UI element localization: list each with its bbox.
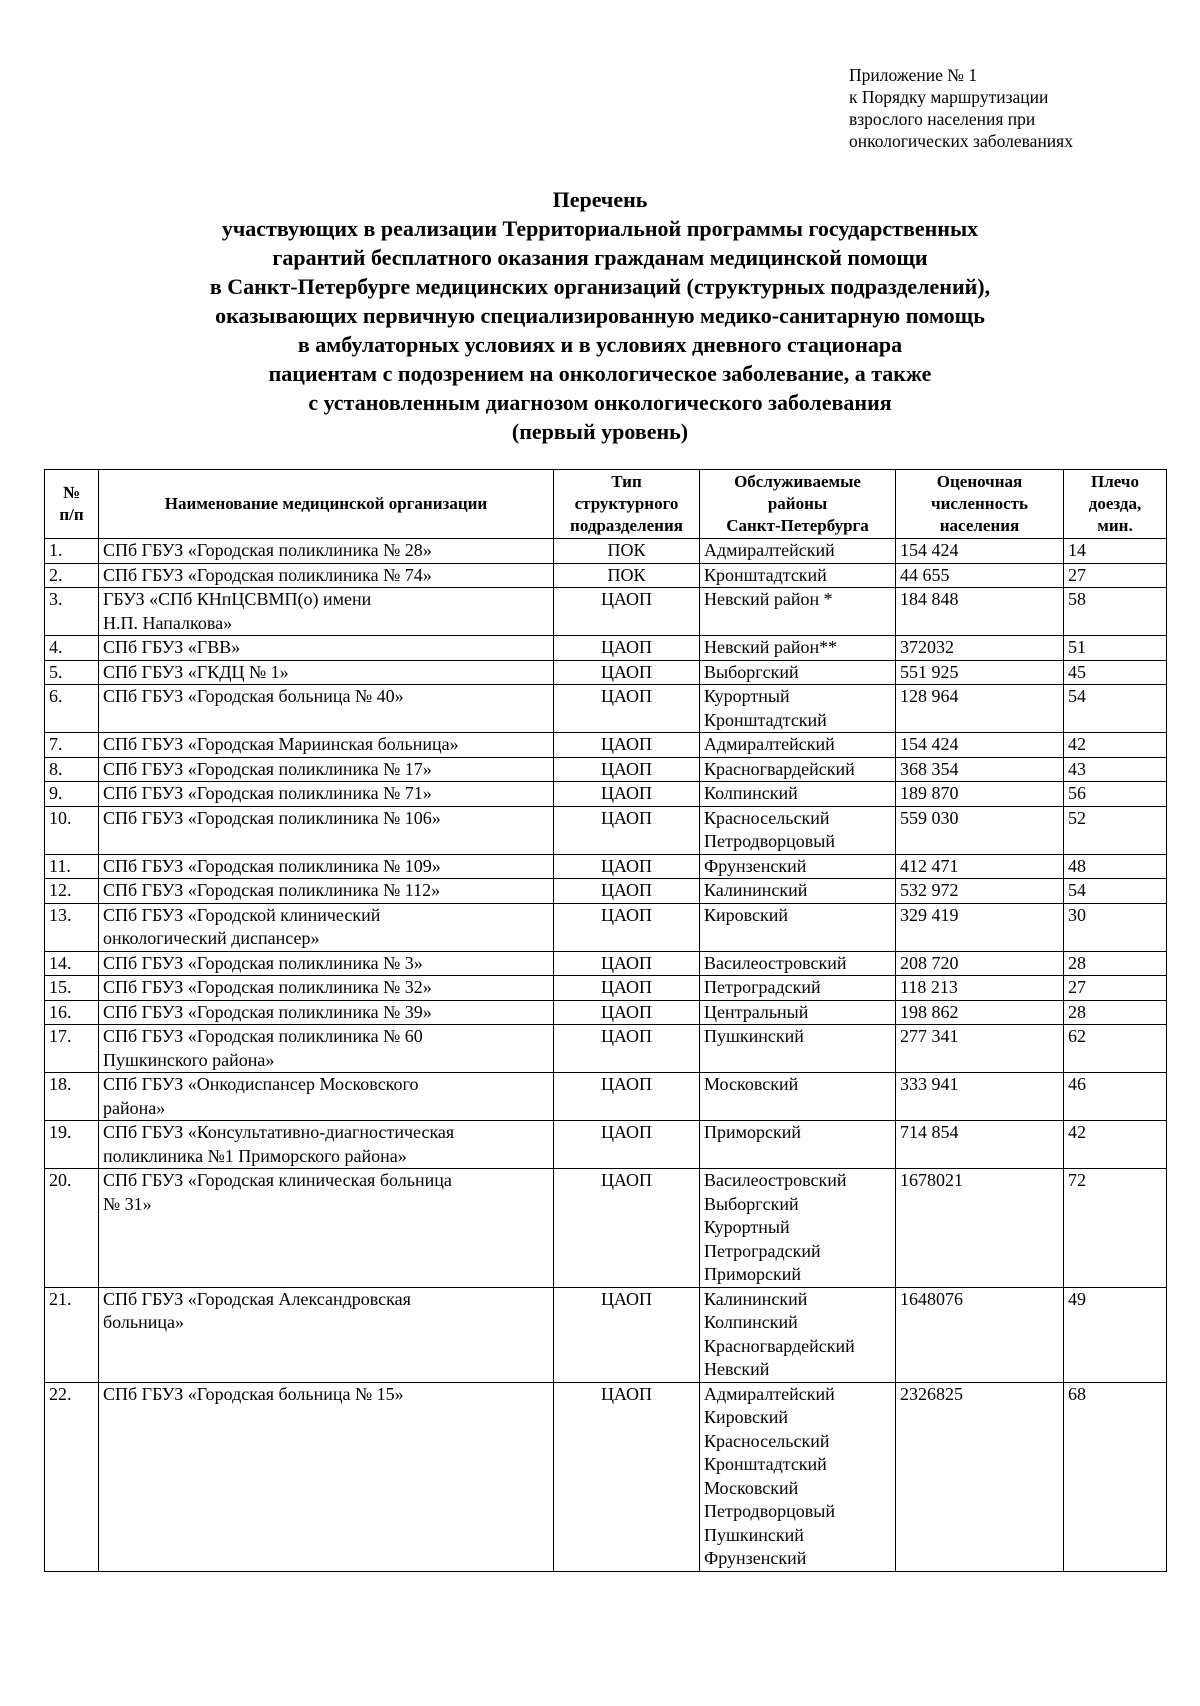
cell-population: 277 341 [896, 1025, 1064, 1073]
title-line: (первый уровень) [511, 419, 689, 444]
table-row [45, 685, 1167, 733]
organization-name-line: СПб ГБУЗ «Городская Александровская [103, 1288, 411, 1309]
cell-districts [700, 1073, 896, 1121]
cell-unit-type: ЦАОП [554, 854, 700, 879]
cell-unit-type: ЦАОП [554, 951, 700, 976]
cell-num: 1. [45, 539, 99, 564]
cell-organization-name [99, 1382, 554, 1571]
cell-travel-time: 68 [1064, 1382, 1167, 1571]
table-row [45, 588, 1167, 636]
cell-population: 128 964 [896, 685, 1064, 733]
organization-name-line: СПб ГБУЗ «Городская поликлиника № 32» [103, 977, 432, 997]
district-name: Невский район** [704, 637, 838, 657]
cell-num: 9. [45, 782, 99, 807]
header-line: структурного [574, 494, 679, 513]
district-name: Красносельский [704, 1430, 830, 1451]
cell-travel-time: 49 [1064, 1287, 1167, 1382]
cell-organization-name [99, 1121, 554, 1169]
cell-travel-time: 28 [1064, 951, 1167, 976]
cell-organization-name [99, 1000, 554, 1025]
cell-num: 7. [45, 733, 99, 758]
table-body [45, 539, 1167, 1572]
cell-travel-time: 45 [1064, 660, 1167, 685]
cell-unit-type: ЦАОП [554, 879, 700, 904]
title-line: пациентам с подозрением на онкологическое заболевание, а также [268, 361, 932, 386]
cell-districts [700, 660, 896, 685]
cell-unit-type: ЦАОП [554, 976, 700, 1001]
organization-name-line: СПб ГБУЗ «Городская Мариинская больница» [103, 734, 459, 754]
cell-districts [700, 1000, 896, 1025]
cell-population: 551 925 [896, 660, 1064, 685]
district-name: Пушкинский [704, 1524, 804, 1545]
cell-districts [700, 733, 896, 758]
cell-population: 333 941 [896, 1073, 1064, 1121]
cell-unit-type: ЦАОП [554, 1000, 700, 1025]
district-name: Петроградский [704, 977, 821, 997]
cell-travel-time: 54 [1064, 685, 1167, 733]
cell-population: 184 848 [896, 588, 1064, 636]
cell-num: 16. [45, 1000, 99, 1025]
cell-num: 5. [45, 660, 99, 685]
table-row [45, 539, 1167, 564]
district-name: Фрунзенский [704, 855, 807, 876]
district-name: Кировский [704, 904, 789, 925]
cell-population: 154 424 [896, 539, 1064, 564]
cell-unit-type: ЦАОП [554, 806, 700, 854]
cell-districts [700, 976, 896, 1001]
cell-population: 118 213 [896, 976, 1064, 1001]
cell-organization-name [99, 1073, 554, 1121]
cell-population: 368 354 [896, 757, 1064, 782]
organization-name-line: СПб ГБУЗ «Городская поликлиника № 28» [103, 540, 432, 560]
title-line: в амбулаторных условиях и в условиях дневного стационара [297, 332, 903, 357]
cell-unit-type: ЦАОП [554, 1073, 700, 1121]
district-name: Кировский [704, 1407, 789, 1427]
organization-name-line: СПб ГБУЗ «Городская больница № 40» [103, 686, 404, 706]
cell-population: 412 471 [896, 854, 1064, 879]
header-line: мин. [1097, 516, 1133, 535]
cell-travel-time: 72 [1064, 1169, 1167, 1288]
table-row [45, 903, 1167, 951]
cell-population: 372032 [896, 636, 1064, 661]
cell-travel-time: 28 [1064, 1000, 1167, 1025]
table-row [45, 806, 1167, 854]
cell-districts [700, 903, 896, 951]
table-row [45, 951, 1167, 976]
organization-name-line: СПб ГБУЗ «Городской клинический [103, 904, 381, 925]
cell-organization-name [99, 685, 554, 733]
cell-organization-name [99, 733, 554, 758]
header-line: подразделения [570, 516, 683, 535]
district-name: Красносельский [704, 807, 830, 828]
cell-districts [700, 539, 896, 564]
cell-unit-type: ЦАОП [554, 636, 700, 661]
header-time [1064, 470, 1167, 539]
organization-name-line: больница» [103, 1312, 184, 1332]
cell-population: 44 655 [896, 563, 1064, 588]
district-name: Невский район * [704, 589, 833, 609]
header-line: Обслуживаемые [734, 472, 861, 491]
cell-districts [700, 854, 896, 879]
appendix-line: онкологических заболеваниях [849, 131, 1073, 151]
cell-unit-type: ЦАОП [554, 903, 700, 951]
district-name: Пушкинский [704, 1026, 804, 1046]
cell-population: 2326825 [896, 1382, 1064, 1571]
organization-name-line: СПб ГБУЗ «ГВВ» [103, 637, 241, 657]
district-name: Петродворцовый [704, 831, 835, 851]
cell-organization-name [99, 854, 554, 879]
organization-name-line: поликлиника №1 Приморского района» [103, 1145, 407, 1166]
district-name: Колпинский [704, 783, 798, 803]
cell-travel-time: 56 [1064, 782, 1167, 807]
cell-num: 6. [45, 685, 99, 733]
cell-organization-name [99, 563, 554, 588]
organization-name-line: СПб ГБУЗ «Городская поликлиника № 71» [103, 783, 432, 803]
cell-num: 10. [45, 806, 99, 854]
header-line: населения [939, 516, 1020, 535]
district-name: Кронштадтский [704, 1454, 827, 1474]
cell-districts [700, 879, 896, 904]
organization-name-line: СПб ГБУЗ «Городская поликлиника № 39» [103, 1001, 432, 1022]
organization-name-line: СПб ГБУЗ «Городская больница № 15» [103, 1383, 404, 1404]
cell-districts [700, 563, 896, 588]
header-num [45, 470, 99, 539]
organizations-table [44, 469, 1167, 1572]
cell-organization-name [99, 539, 554, 564]
cell-unit-type: ПОК [554, 563, 700, 588]
cell-unit-type: ЦАОП [554, 733, 700, 758]
district-name: Василеостровский [704, 1170, 847, 1190]
table-row [45, 976, 1167, 1001]
cell-travel-time: 27 [1064, 976, 1167, 1001]
cell-organization-name [99, 782, 554, 807]
cell-travel-time: 14 [1064, 539, 1167, 564]
cell-unit-type: ЦАОП [554, 1287, 700, 1382]
cell-districts [700, 1287, 896, 1382]
header-line: Наименование медицинской организации [164, 494, 488, 513]
cell-districts [700, 1382, 896, 1571]
cell-districts [700, 636, 896, 661]
header-line: Тип [611, 472, 642, 491]
cell-districts [700, 1025, 896, 1073]
organization-name-line: онкологический диспансер» [103, 928, 320, 948]
cell-travel-time: 42 [1064, 1121, 1167, 1169]
cell-organization-name [99, 1287, 554, 1382]
cell-organization-name [99, 757, 554, 782]
organization-name-line: Н.П. Напалкова» [103, 612, 233, 633]
cell-unit-type: ЦАОП [554, 782, 700, 807]
header-line: численность [931, 494, 1028, 513]
district-name: Адмиралтейский [704, 1383, 835, 1404]
organization-name-line: СПб ГБУЗ «Городская поликлиника № 60 [103, 1026, 423, 1046]
cell-organization-name [99, 1169, 554, 1288]
cell-unit-type: ЦАОП [554, 757, 700, 782]
document-title [20, 185, 1180, 446]
cell-organization-name [99, 879, 554, 904]
table-row [45, 636, 1167, 661]
cell-num: 20. [45, 1169, 99, 1288]
district-name: Курортный [704, 1217, 790, 1237]
cell-unit-type: ЦАОП [554, 1025, 700, 1073]
table-header-row [45, 470, 1167, 539]
header-districts [700, 470, 896, 539]
district-name: Выборгский [704, 1193, 799, 1214]
organization-name-line: СПб ГБУЗ «Городская поликлиника № 3» [103, 952, 423, 973]
header-line: п/п [59, 505, 84, 524]
cell-districts [700, 1169, 896, 1288]
cell-unit-type: ЦАОП [554, 1121, 700, 1169]
cell-travel-time: 62 [1064, 1025, 1167, 1073]
district-name: Московский [704, 1477, 799, 1498]
cell-unit-type: ЦАОП [554, 660, 700, 685]
district-name: Петродворцовый [704, 1501, 835, 1521]
cell-districts [700, 588, 896, 636]
cell-population: 714 854 [896, 1121, 1064, 1169]
district-name: Кронштадтский [704, 564, 827, 585]
cell-population: 1678021 [896, 1169, 1064, 1288]
organization-name-line: СПб ГБУЗ «Консультативно-диагностическая [103, 1122, 455, 1142]
cell-num: 18. [45, 1073, 99, 1121]
title-line: Перечень [552, 187, 648, 212]
district-name: Фрунзенский [704, 1548, 807, 1568]
district-name: Невский [704, 1359, 770, 1379]
cell-organization-name [99, 903, 554, 951]
organization-name-line: района» [103, 1097, 166, 1118]
title-line: участвующих в реализации Территориальной программы государственных [221, 216, 979, 241]
table-row [45, 660, 1167, 685]
cell-unit-type: ЦАОП [554, 588, 700, 636]
appendix-line: Приложение № 1 [849, 65, 978, 85]
district-name: Адмиралтейский [704, 734, 835, 754]
cell-num: 2. [45, 563, 99, 588]
cell-organization-name [99, 660, 554, 685]
cell-population: 208 720 [896, 951, 1064, 976]
organization-name-line: СПб ГБУЗ «Городская поликлиника № 112» [103, 880, 441, 900]
table-row [45, 782, 1167, 807]
cell-organization-name [99, 636, 554, 661]
organization-name-line: ГБУЗ «СПб КНпЦСВМП(о) имени [103, 589, 372, 609]
cell-population: 329 419 [896, 903, 1064, 951]
district-name: Московский [704, 1074, 799, 1094]
title-line: оказывающих первичную специализированную медико-санитарную помощь [215, 303, 985, 328]
cell-districts [700, 1121, 896, 1169]
cell-organization-name [99, 806, 554, 854]
cell-num: 21. [45, 1287, 99, 1382]
district-name: Приморский [704, 1122, 802, 1142]
cell-unit-type: ЦАОП [554, 685, 700, 733]
cell-population: 189 870 [896, 782, 1064, 807]
cell-num: 8. [45, 757, 99, 782]
cell-population: 198 862 [896, 1000, 1064, 1025]
table-row [45, 563, 1167, 588]
cell-travel-time: 54 [1064, 879, 1167, 904]
table-row [45, 879, 1167, 904]
district-name: Колпинский [704, 1312, 798, 1332]
district-name: Выборгский [704, 661, 799, 682]
organization-name-line: Пушкинского района» [103, 1049, 275, 1070]
cell-districts [700, 757, 896, 782]
table-row [45, 1382, 1167, 1571]
cell-num: 4. [45, 636, 99, 661]
organization-name-line: СПб ГБУЗ «Городская клиническая больница [103, 1170, 452, 1190]
organization-name-line: СПб ГБУЗ «ГКДЦ № 1» [103, 661, 289, 682]
table-row [45, 1000, 1167, 1025]
header-line: доезда, [1088, 494, 1142, 513]
cell-unit-type: ЦАОП [554, 1169, 700, 1288]
header-name [99, 470, 554, 539]
organization-name-line: № 31» [103, 1193, 152, 1214]
cell-travel-time: 30 [1064, 903, 1167, 951]
title-line: гарантий бесплатного оказания гражданам медицинской помощи [272, 245, 928, 270]
appendix-line: к Порядку маршрутизации [849, 87, 1049, 107]
cell-population: 154 424 [896, 733, 1064, 758]
table-row [45, 1121, 1167, 1169]
cell-organization-name [99, 588, 554, 636]
district-name: Красногвардейский [704, 758, 855, 779]
cell-organization-name [99, 976, 554, 1001]
table-row [45, 733, 1167, 758]
cell-travel-time: 43 [1064, 757, 1167, 782]
cell-population: 1648076 [896, 1287, 1064, 1382]
cell-num: 19. [45, 1121, 99, 1169]
district-name: Кронштадтский [704, 709, 827, 730]
district-name: Центральный [704, 1001, 809, 1022]
appendix-note [849, 64, 1179, 152]
cell-organization-name [99, 951, 554, 976]
cell-num: 15. [45, 976, 99, 1001]
table-row [45, 1073, 1167, 1121]
appendix-line: взрослого населения при [849, 109, 1036, 129]
district-name: Адмиралтейский [704, 540, 835, 560]
cell-num: 22. [45, 1382, 99, 1571]
cell-travel-time: 46 [1064, 1073, 1167, 1121]
district-name: Красногвардейский [704, 1335, 855, 1356]
cell-travel-time: 48 [1064, 854, 1167, 879]
cell-unit-type: ЦАОП [554, 1382, 700, 1571]
title-line: с установленным диагнозом онкологического заболевания [308, 390, 892, 415]
district-name: Василеостровский [704, 952, 847, 973]
table-row [45, 1287, 1167, 1382]
cell-districts [700, 951, 896, 976]
header-line: Плечо [1091, 472, 1139, 491]
cell-travel-time: 42 [1064, 733, 1167, 758]
title-line: в Санкт-Петербурге медицинских организаций (структурных подразделений), [209, 274, 991, 299]
organization-name-line: СПб ГБУЗ «Городская поликлиника № 106» [103, 807, 441, 828]
district-name: Петроградский [704, 1240, 821, 1261]
cell-travel-time: 52 [1064, 806, 1167, 854]
district-name: Калининский [704, 1288, 808, 1309]
header-population [896, 470, 1064, 539]
district-name: Приморский [704, 1264, 802, 1284]
cell-districts [700, 685, 896, 733]
cell-population: 532 972 [896, 879, 1064, 904]
cell-population: 559 030 [896, 806, 1064, 854]
table-row [45, 854, 1167, 879]
cell-num: 12. [45, 879, 99, 904]
header-line: № [62, 483, 81, 502]
cell-unit-type: ПОК [554, 539, 700, 564]
cell-num: 13. [45, 903, 99, 951]
cell-num: 14. [45, 951, 99, 976]
header-type [554, 470, 700, 539]
cell-travel-time: 58 [1064, 588, 1167, 636]
cell-num: 11. [45, 854, 99, 879]
header-line: Санкт-Петербурга [726, 516, 869, 535]
cell-num: 17. [45, 1025, 99, 1073]
header-line: Оценочная [936, 472, 1023, 491]
table-row [45, 1169, 1167, 1288]
table-row [45, 1025, 1167, 1073]
cell-districts [700, 806, 896, 854]
organization-name-line: СПб ГБУЗ «Городская поликлиника № 74» [103, 564, 432, 585]
cell-travel-time: 51 [1064, 636, 1167, 661]
organization-name-line: СПб ГБУЗ «Городская поликлиника № 109» [103, 855, 441, 876]
organization-name-line: СПб ГБУЗ «Онкодиспансер Московского [103, 1074, 419, 1094]
district-name: Калининский [704, 880, 808, 900]
district-name: Курортный [704, 686, 790, 706]
cell-travel-time: 27 [1064, 563, 1167, 588]
organization-name-line: СПб ГБУЗ «Городская поликлиника № 17» [103, 758, 432, 779]
header-line: районы [767, 494, 828, 513]
cell-num: 3. [45, 588, 99, 636]
cell-organization-name [99, 1025, 554, 1073]
table-row [45, 757, 1167, 782]
cell-districts [700, 782, 896, 807]
